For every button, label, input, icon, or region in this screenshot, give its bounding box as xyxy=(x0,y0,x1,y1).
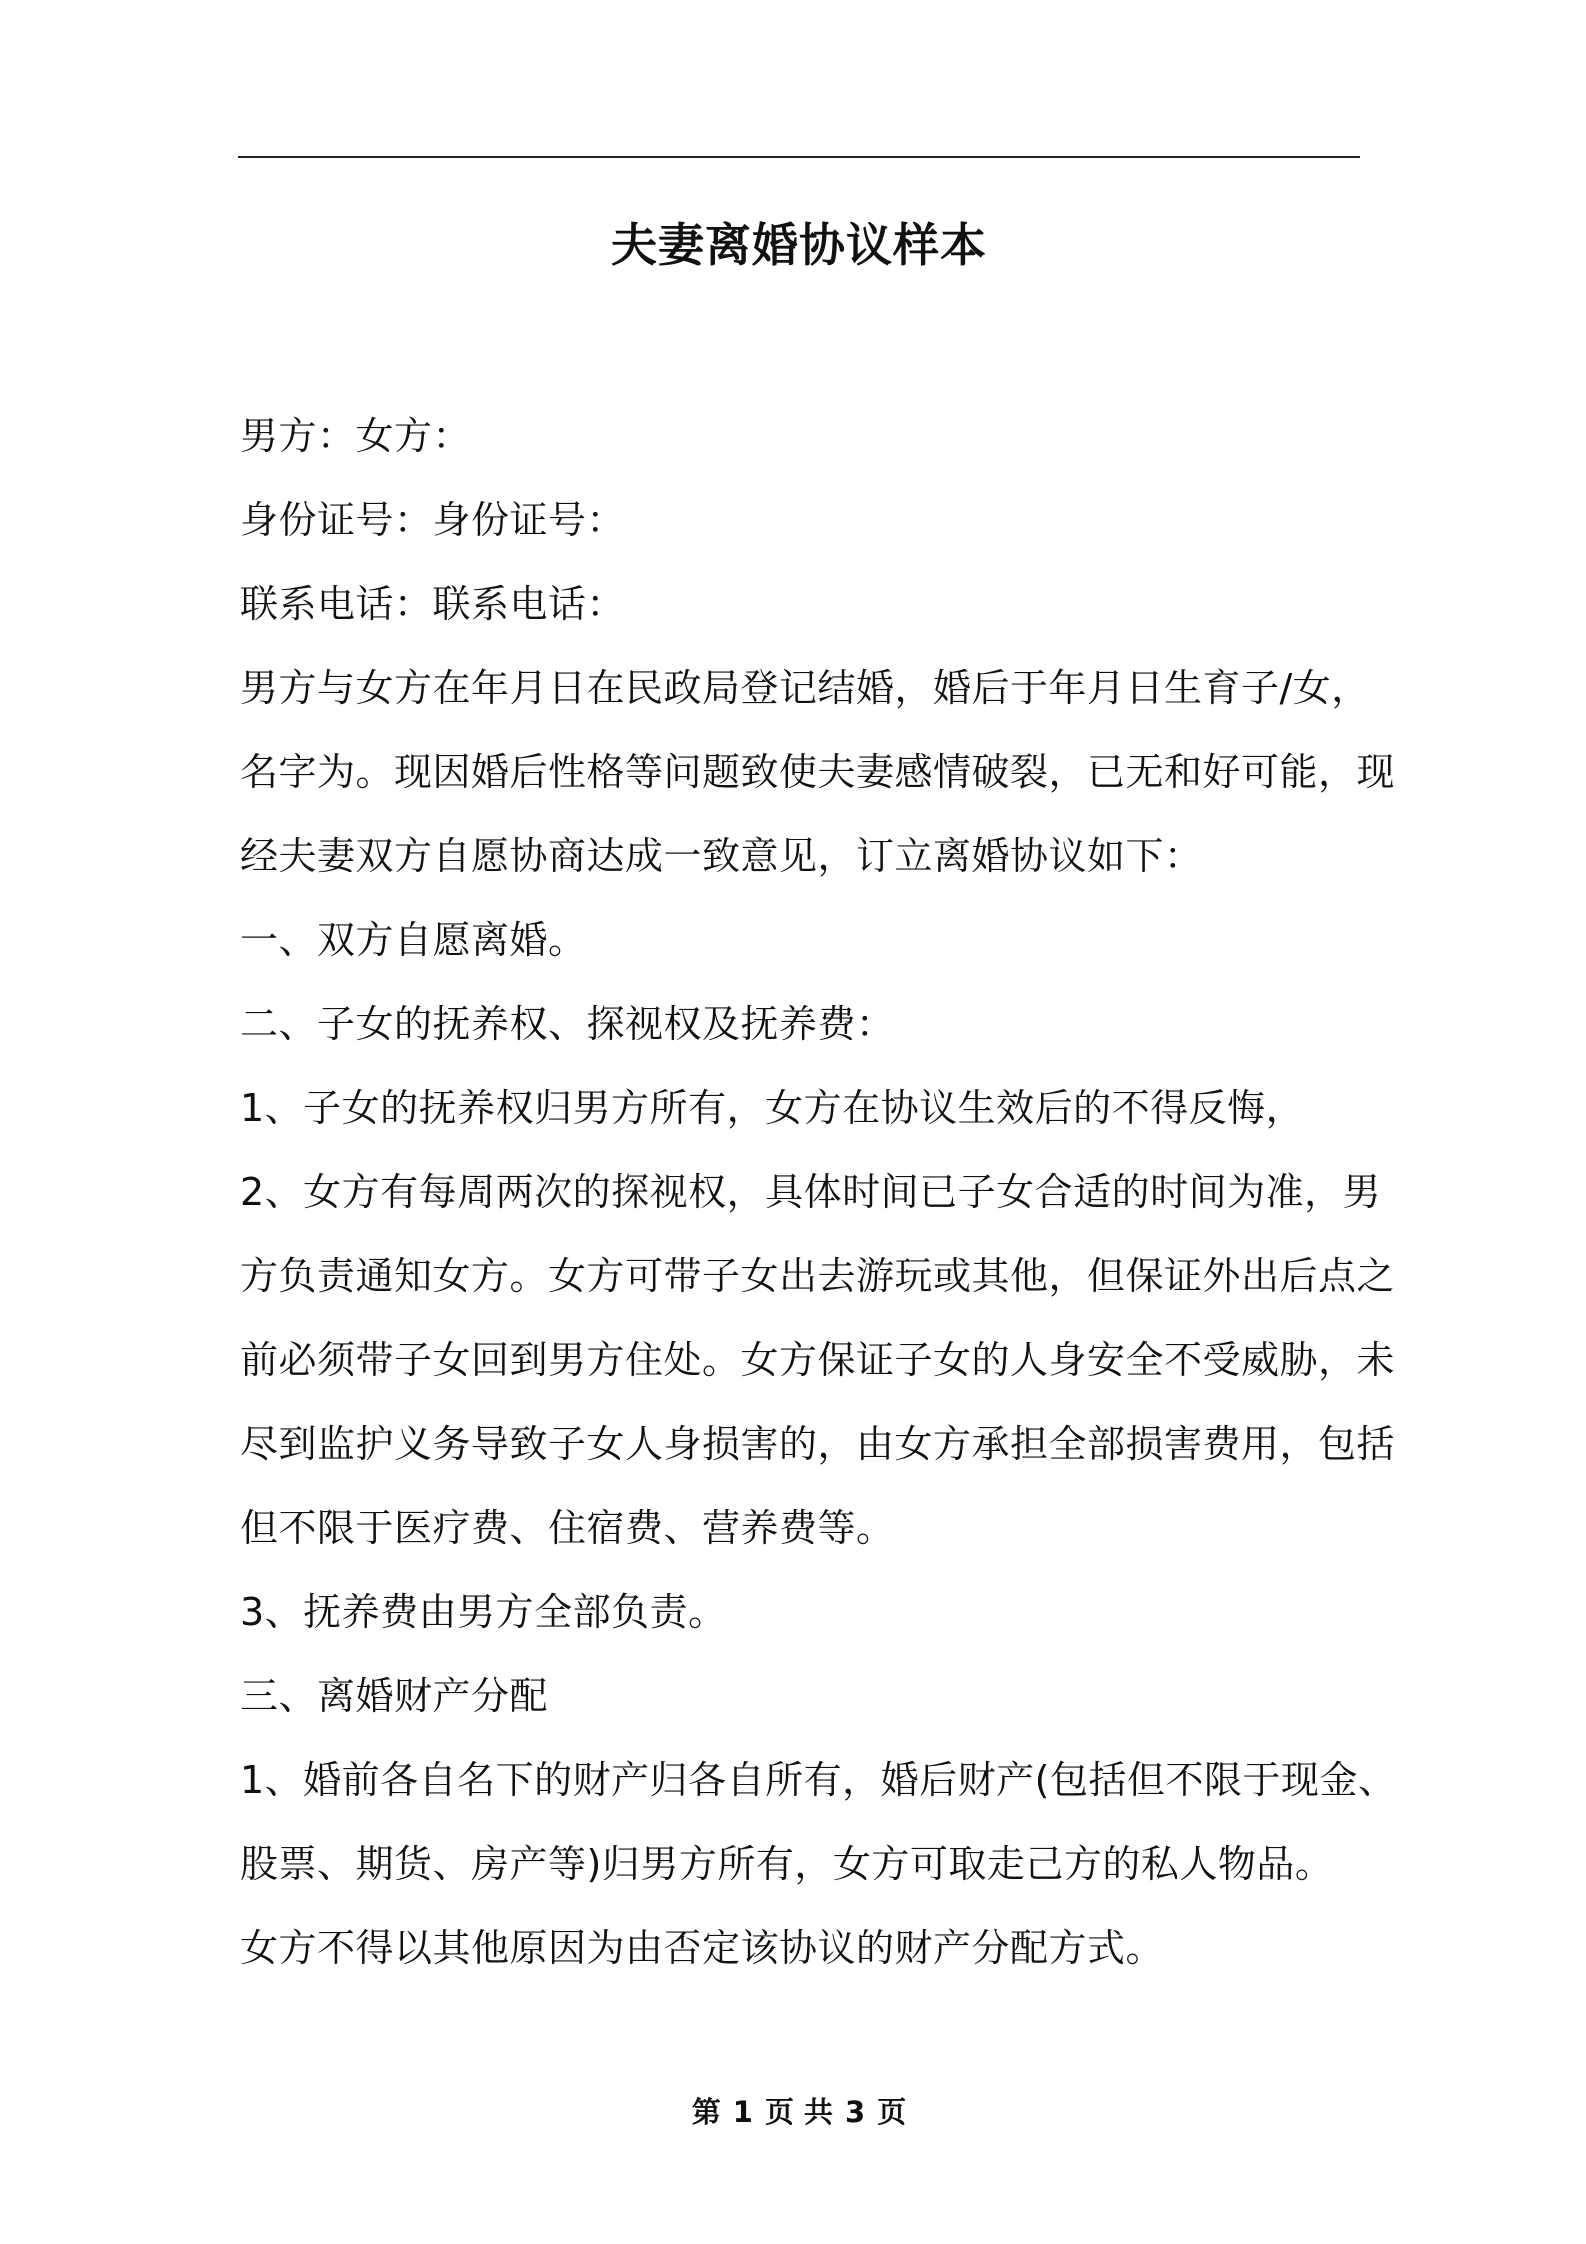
clause-line: 1、婚前各自名下的财产归各自所有，婚后财产(包括但不限于现金、 xyxy=(240,1758,1397,1802)
page-mid: 页 共 xyxy=(764,2095,834,2129)
section-heading: 一、双方自愿离婚。 xyxy=(240,918,587,962)
party-names-line: 男方：女方： xyxy=(240,414,472,458)
page-number xyxy=(238,2090,1360,2134)
document-body xyxy=(240,394,1397,1990)
section-heading: 二、子女的抚养权、探视权及抚养费： xyxy=(240,1002,895,1046)
paragraph-line: 经夫妻双方自愿协商达成一致意见，订立离婚协议如下： xyxy=(240,834,1203,878)
page-suffix: 页 xyxy=(877,2095,907,2129)
header-rule xyxy=(238,156,1360,158)
paragraph-line: 男方与女方在年月日在民政局登记结婚，婚后于年月日生育子/女， xyxy=(240,666,1370,710)
page-current: 1 xyxy=(732,2095,753,2129)
paragraph-line: 名字为。现因婚后性格等问题致使夫妻感情破裂，已无和好可能，现 xyxy=(240,750,1396,794)
clause-line: 但不限于医疗费、住宿费、营养费等。 xyxy=(240,1506,895,1550)
section-heading: 三、离婚财产分配 xyxy=(240,1674,549,1718)
clause-line: 2、女方有每周两次的探视权，具体时间已子女合适的时间为准，男 xyxy=(240,1170,1382,1214)
contact-phone-line: 联系电话：联系电话： xyxy=(240,582,626,626)
clause-line: 女方不得以其他原因为由否定该协议的财产分配方式。 xyxy=(240,1926,1165,1970)
id-number-line: 身份证号：身份证号： xyxy=(240,498,626,542)
clause-line: 前必须带子女回到男方住处。女方保证子女的人身安全不受威胁，未 xyxy=(240,1338,1396,1382)
clause-line: 尽到监护义务导致子女人身损害的，由女方承担全部损害费用，包括 xyxy=(240,1422,1396,1466)
document-title: 夫妻离婚协议样本 xyxy=(611,218,987,272)
clause-line: 1、子女的抚养权归男方所有，女方在协议生效后的不得反悔， xyxy=(240,1086,1305,1130)
clause-line: 3、抚养费由男方全部负责。 xyxy=(240,1590,727,1634)
clause-line: 方负责通知女方。女方可带子女出去游玩或其他，但保证外出后点之 xyxy=(240,1254,1396,1298)
page-total: 3 xyxy=(845,2095,866,2129)
page-prefix: 第 xyxy=(691,2095,721,2129)
clause-line: 股票、期货、房产等)归男方所有，女方可取走己方的私人物品。 xyxy=(240,1842,1334,1886)
